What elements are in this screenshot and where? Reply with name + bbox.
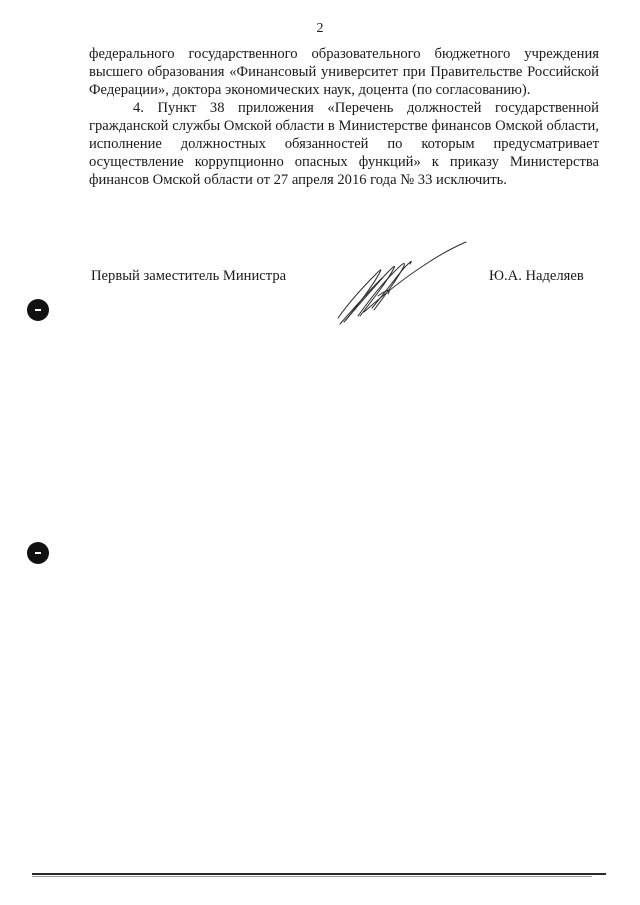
paragraph-continuation: федерального государственного образовательного бюджетного учреждения высшего образования «Финансовый университет при Правительстве Российской Федерации», доктора экономических наук, доцента (по согласованию). <box>89 46 599 98</box>
punch-hole-upper <box>27 299 49 321</box>
page-number: 2 <box>316 21 324 36</box>
handwritten-signature <box>334 238 474 326</box>
signatory-position: Первый заместитель Министра <box>91 268 287 284</box>
signatory-name: Ю.А. Наделяев <box>489 268 584 284</box>
paragraph-item-4: 4. Пункт 38 приложения «Перечень должностей государственной гражданской службы Омской области в Министерстве финансов Омской области, исполнение должностных обязанностей по которым предусматривает осуществление коррупционно опасных функций» к приказу Министерства финансов Омской области от 27 апреля 2016 года № 33 исключить. <box>89 100 599 188</box>
document-body <box>89 45 599 189</box>
punch-hole-lower <box>27 542 49 564</box>
bottom-scan-line <box>32 873 606 875</box>
bottom-scan-line-faint <box>32 876 592 877</box>
